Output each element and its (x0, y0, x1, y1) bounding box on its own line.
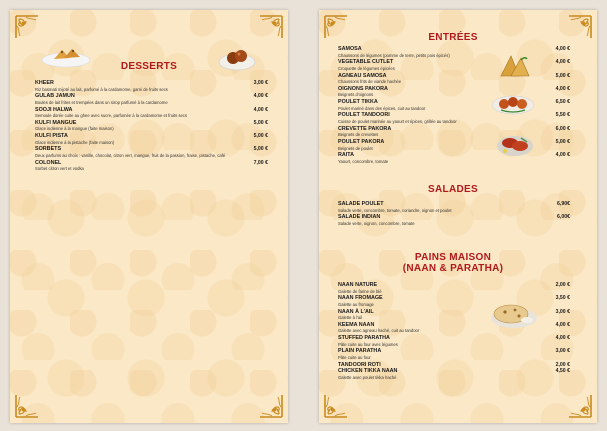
item-name: POULET TANDOORI (338, 112, 390, 119)
item-price: 4,50 € (555, 368, 570, 375)
item-description: Galette de farine de blé (338, 288, 382, 294)
right-menu-page (319, 10, 597, 423)
menu-item-naan-ail (338, 309, 570, 322)
item-price: 4,00 € (555, 152, 570, 159)
item-price: 2,00 € (555, 361, 570, 368)
item-name: SAMOSA (338, 46, 362, 52)
item-description: Chaussons de légumes (pomme de terre, petits pois épicés) (338, 52, 450, 58)
menu-item-poulet-tikka (338, 99, 570, 112)
item-description: Pâte cuite au four avec légumes (338, 341, 398, 347)
menu-item-naan-fromage (338, 295, 570, 308)
item-description: Deux parfums au choix : vanille, chocolat, citron vert, mangue, fruit de la passion, fraise, pistache, café (35, 153, 226, 159)
menu-item-kheer (35, 80, 268, 93)
item-price: 5,00 € (253, 133, 268, 140)
item-price: 5,00 € (253, 119, 268, 126)
item-name: NAAN FROMAGE (338, 295, 383, 302)
menu-item-plain-paratha (338, 348, 570, 361)
item-description: Riz basmati mijoté au lait, parfumé à la cardamome, garni de fruits secs (35, 86, 168, 92)
entrees-title: ENTRÉES (428, 32, 478, 43)
item-name: CREVETTE PAKORA (338, 125, 392, 132)
item-description: Poulet mariné dans des épices, cuit au tandoor (338, 105, 426, 111)
item-name: KULFI MANGUE (35, 119, 77, 126)
menu-item-samosa (338, 46, 570, 59)
corner-ornament-icon (14, 14, 40, 40)
item-name: NAAN À L'AIL (338, 308, 374, 315)
corner-ornament-icon (567, 393, 593, 419)
menu-item-kulfi-mangue (35, 120, 268, 133)
item-price: 4,00 € (555, 85, 570, 92)
menu-item-raita (338, 152, 570, 165)
item-name: KEEMA NAAN (338, 321, 375, 328)
item-price: 6,50 € (555, 99, 570, 106)
menu-item-naan-nature (338, 282, 570, 295)
item-description: Salade verte, concombre, tomate, coriandre, oignon et poulet (338, 207, 452, 213)
item-description: Salade verte, oignon, concombre, tomate (338, 220, 415, 226)
menu-item-gulab-jamun (35, 93, 268, 106)
menu-item-agneau-samosa (338, 73, 570, 86)
item-price: 5,00 € (555, 139, 570, 146)
desserts-title: DESSERTS (120, 61, 178, 72)
salades-title: SALADES (428, 184, 478, 195)
pains-title-line2: (NAAN & PARATHA) (402, 263, 504, 274)
pains-title (319, 252, 587, 274)
item-name: STUFFED PARATHA (338, 335, 390, 342)
menu-item-salade-poulet (338, 201, 570, 214)
item-price: 5,00 € (555, 72, 570, 79)
item-name: TANDOORI ROTI (338, 361, 381, 368)
item-description: Boules de lait frites et trempées dans un sirop parfumé à la cardamome (35, 99, 168, 105)
item-price: 4,00 € (555, 335, 570, 342)
item-name: PLAIN PARATHA (338, 348, 382, 355)
menu-item-sorbets (35, 146, 268, 159)
item-name: NAAN NATURE (338, 282, 378, 288)
item-name: SORBETS (35, 146, 62, 153)
item-description: Beignets de poulet (338, 145, 373, 151)
item-price: 4,00 € (555, 321, 570, 328)
item-name: SALADE INDIAN (338, 214, 381, 221)
menu-item-poulet-pakora (338, 139, 570, 152)
item-name: SALADE POULET (338, 201, 384, 207)
item-price: 3,00 € (555, 348, 570, 355)
menu-item-poulet-tandoori (338, 112, 570, 125)
item-name: COLONEL (35, 159, 62, 166)
item-name: OIGNONS PAKORA (338, 85, 388, 92)
item-name: KHEER (35, 80, 54, 86)
item-price: 3,50 € (555, 295, 570, 302)
desserts-list (35, 80, 268, 173)
item-price: 5,00 € (253, 146, 268, 153)
item-name: VEGETABLE CUTLET (338, 59, 394, 66)
menu-item-salade-indian (338, 214, 570, 227)
menu-item-tandoori-roti (338, 362, 570, 369)
item-price: 2,00 € (555, 282, 570, 288)
item-description: Cuisse de poulet marinée au yaourt et épices, grillée au tandoor (338, 119, 457, 125)
item-name: GULAB JAMUN (35, 93, 75, 100)
menu-item-colonel (35, 160, 268, 173)
corner-ornament-icon (258, 393, 284, 419)
menu-item-stuffed-paratha (338, 335, 570, 348)
menu-item-oignons-pakora (338, 86, 570, 99)
menu-item-chicken-tikka-naan (338, 368, 570, 381)
item-price: 3,00 € (253, 80, 268, 86)
item-price: 4,00 € (253, 106, 268, 113)
item-description: Beignets d'oignons (338, 92, 374, 98)
item-price: 4,00 € (555, 59, 570, 66)
item-price: 5,50 € (555, 112, 570, 119)
item-description: Glace indienne à la mangue (faite maison) (35, 126, 114, 132)
item-price: 4,00 € (253, 93, 268, 100)
item-description: Galette avec poulet tikka haché (338, 374, 397, 380)
item-name: SOOJI HALWA (35, 106, 73, 113)
item-name: POULET PAKORA (338, 139, 385, 146)
item-description: Yaourt, concombre, tomate (338, 158, 389, 164)
item-description: Galette au fromage (338, 301, 374, 307)
item-price: 7,00 € (253, 159, 268, 166)
item-description: Chaussons frits de viande hachée (338, 79, 402, 85)
corner-ornament-icon (258, 14, 284, 40)
item-name: POULET TIKKA (338, 99, 378, 106)
item-description: Pâte cuite au four (338, 355, 371, 361)
item-description: Croquette de légumes épicées (338, 65, 395, 71)
menu-item-kulfi-pista (35, 133, 268, 146)
corner-ornament-icon (323, 393, 349, 419)
corner-ornament-icon (14, 393, 40, 419)
item-price: 3,00 € (555, 308, 570, 315)
item-name: KULFI PISTA (35, 133, 68, 140)
pains-list (338, 282, 570, 382)
item-price: 6,00 € (555, 125, 570, 132)
item-description: Galette à l'ail (338, 315, 363, 321)
item-description: Sorbet citron vert et vodka (35, 166, 84, 172)
menu-item-keema-naan (338, 322, 570, 335)
item-description: Glace indienne à la pistache (faite maison) (35, 139, 115, 145)
item-name: AGNEAU SAMOSA (338, 72, 387, 79)
left-menu-page (10, 10, 288, 423)
menu-item-sooji-halwa (35, 107, 268, 120)
pains-title-line1: PAINS MAISON (414, 252, 492, 263)
item-name: RAITA (338, 152, 355, 159)
item-price: 6,00€ (557, 214, 570, 221)
item-name: CHICKEN TIKKA NAAN (338, 368, 398, 375)
menu-item-vegetable-cutlet (338, 59, 570, 72)
entrees-list (338, 46, 570, 166)
menu-item-crevette-pakora (338, 126, 570, 139)
item-description: Semoule dorée cuite au ghee avec sucre, parfumée à la cardamome et fruits secs (35, 113, 187, 119)
item-price: 4,00 € (555, 46, 570, 52)
item-description: Beignets de crevettes (338, 132, 379, 138)
item-price: 6,90€ (557, 201, 570, 207)
salades-list (338, 201, 570, 228)
item-description: Galette avec agneau haché, cuit au tandoor (338, 328, 420, 334)
